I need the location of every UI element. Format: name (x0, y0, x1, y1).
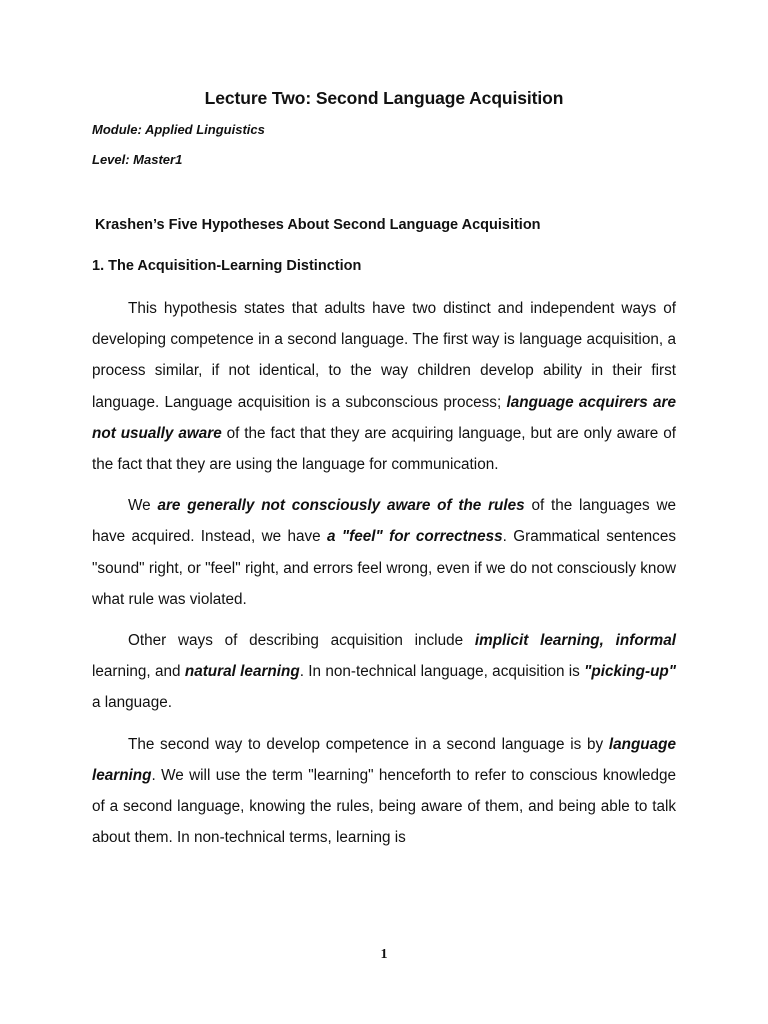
emphasis-run: a "feel" for correctness (327, 528, 503, 546)
page-title: Lecture Two: Second Language Acquisition (204, 88, 564, 108)
text-run: a language. (92, 694, 172, 712)
section-heading: Krashen’s Five Hypotheses About Second Language Acquisition (95, 217, 541, 233)
text-run: Other ways of describing acquisition include (128, 632, 475, 650)
body-text (92, 293, 676, 853)
paragraph-2 (92, 490, 676, 615)
text-run: . In non-technical language, acquisition is (299, 663, 585, 681)
module-line: Module: Applied Linguistics (92, 122, 265, 137)
page-number: 1 (380, 947, 388, 962)
text-run: . Grammatical sentences "sound" right, or "feel" right, and errors feel wrong, even if we do not consciously know what rule was violated. (92, 528, 676, 608)
text-run: This hypothesis states that adults have two distinct and independent ways of developing competence in a second language. The first way is language acquisition, a process similar, if not identical, to the way children develop ability in their first language. Language acquisition is a subconscious process; (92, 300, 676, 411)
text-run: of the fact that they are acquiring language, but are only aware of the fact that they are using the language for communication. (92, 424, 676, 474)
text-run: We (128, 497, 158, 515)
text-run: learning, and (92, 663, 185, 681)
emphasis-run: natural learning (184, 663, 300, 681)
text-run: of the languages we have acquired. Instead, we have (92, 497, 676, 546)
emphasis-run: language learning (92, 735, 676, 784)
paragraph-4 (92, 729, 676, 854)
subsection-heading: 1. The Acquisition-Learning Distinction (92, 258, 362, 274)
level-line: Level: Master1 (92, 152, 183, 167)
emphasis-run: language acquirers are not usually aware (92, 393, 676, 442)
emphasis-run: "picking-up" (584, 663, 677, 681)
paragraph-1 (92, 293, 676, 480)
emphasis-run: implicit learning, informal (474, 632, 676, 650)
paragraph-3 (92, 625, 676, 719)
emphasis-run: are generally not consciously aware of the rules (157, 497, 525, 515)
text-run: . We will use the term "learning" henceforth to refer to conscious knowledge of a second language, knowing the rules, being aware of them, and being able to talk about them. In non-technical terms, learning is (92, 766, 676, 847)
text-run: The second way to develop competence in a second language is by (128, 735, 609, 753)
